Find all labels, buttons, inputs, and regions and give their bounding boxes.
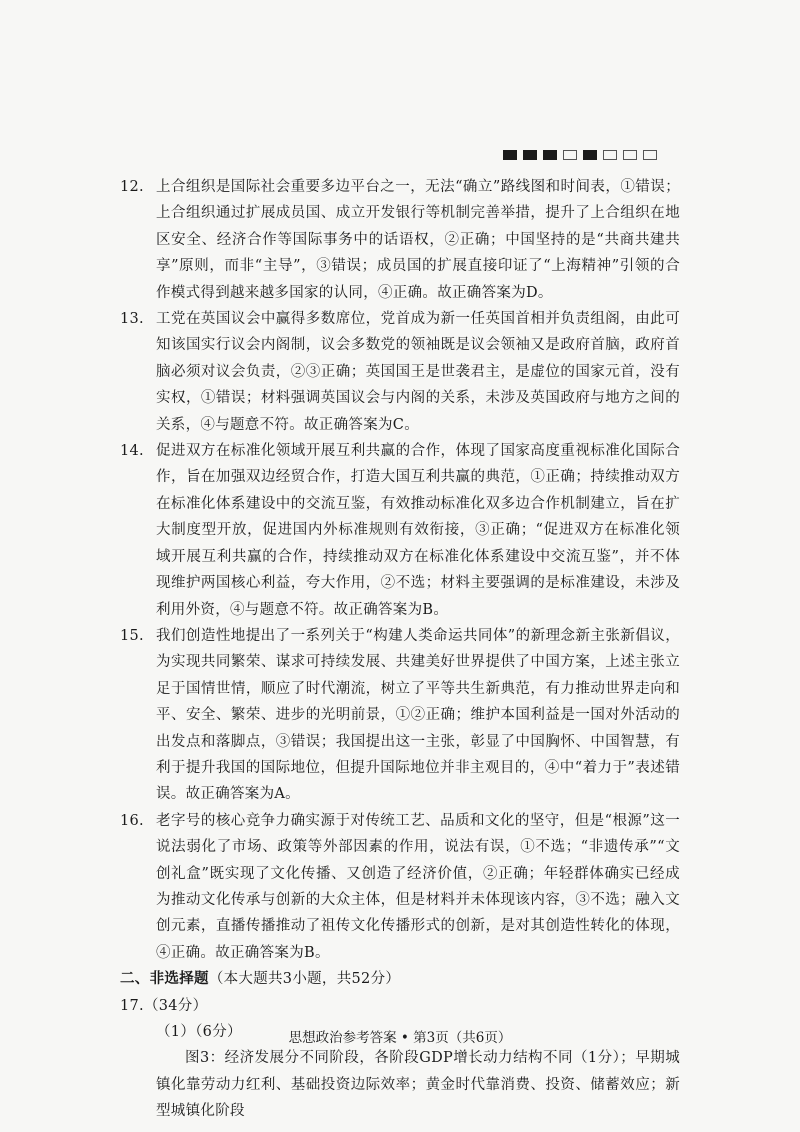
item-number: 16. [120, 812, 144, 829]
answer-content [120, 174, 680, 1125]
item-number: 13. [120, 311, 144, 328]
section-note: （本大题共3小题，共52分） [208, 971, 401, 988]
question-17-answer-text: 图3：经济发展分不同阶段，各阶段GDP增长动力结构不同（1分）；早期城镇化靠劳动力红利、基础投资边际效率；黄金时代靠消费、投资、储蓄效应；新型城镇化阶段 [156, 1050, 680, 1120]
answer-item-12 [120, 174, 680, 306]
item-text: 老字号的核心竞争力确实源于对传统工艺、品质和文化的坚守，但是“根源”这一说法弱化了市场、政策等外部因素的作用，说法有误，①不选；“非遗传承”“文创礼盒”既实现了文化传播、又创造了经济价值，②正确；年轻群体确实已经成为推动文化传承与创新的大众主体，但是材料并未体现该内容，③不选；融入文创元素，直播传播推动了祖传文化传播形式的创新，是对其创造性转化的体现，④正确。故正确答案为B。 [156, 812, 680, 961]
page-mark [603, 150, 617, 160]
section-title: 二、非选择题 [120, 970, 209, 988]
item-number: 15. [120, 627, 144, 644]
page-mark [543, 150, 557, 160]
item-text: 工党在英国议会中赢得多数席位，党首成为新一任英国首相并负责组阁，由此可知该国实行议会内阁制，议会多数党的领袖既是议会领袖又是政府首脑，政府首脑必须对议会负责，②③正确；英国国王是世袭君主，是虚位的国家元首，没有实权，①错误；材料强调英国议会与内阁的关系，未涉及英国政府与地方之间的关系，④与题意不符。故正确答案为C。 [156, 311, 680, 433]
answer-item-13 [120, 306, 680, 438]
item-text: 促进双方在标准化领域开展互利共赢的合作，体现了国家高度重视标准化国际合作，旨在加强双边经贸合作，打造大国互利共赢的典范，①正确；持续推动双方在标准化体系建设中的交流互鉴，有效推动标准化双多边合作机制建立，旨在扩大制度型开放，促进国内外标准规则有效衔接，③正确；“促进双方在标准化领域开展互利共赢的合作，持续推动双方在标准化体系建设中交流互鉴”，并不体现维护两国核心利益，夸大作用，②不选；材料主要强调的是标准建设，未涉及利用外资，④与题意不符。故正确答案为B。 [156, 443, 680, 618]
page-mark [583, 150, 597, 160]
page-mark [563, 150, 577, 160]
page-mark [523, 150, 537, 160]
item-text: 我们创造性地提出了一系列关于“构建人类命运共同体”的新理念新主张新倡议，为实现共同繁荣、谋求可持续发展、共建美好世界提供了中国方案，上述主张立足于国情世情，顺应了时代潮流，树立了平等共生新典范，有力推动世界走向和平、安全、繁荣、进步的光明前景，①②正确；维护本国利益是一国对外活动的出发点和落脚点，③错误；我国提出这一主张，彰显了中国胸怀、中国智慧，有利于提升我国的国际地位，但提升国际地位并非主观目的，④中“着力于”表述错误。故正确答案为A。 [156, 627, 680, 803]
question-17-label: 17.（34分） [120, 997, 208, 1014]
page-footer: 思想政治参考答案 • 第3页（共6页） [288, 1030, 512, 1046]
answer-item-15 [120, 623, 680, 808]
page-mark [503, 150, 517, 160]
page-indicator [503, 150, 657, 160]
answer-item-16 [120, 808, 680, 966]
section-heading [120, 966, 680, 992]
item-number: 12. [120, 179, 144, 195]
page-mark [643, 150, 657, 160]
question-17-part-1: （1）（6分） [156, 1024, 242, 1040]
item-number: 14. [120, 443, 144, 460]
item-text: 上合组织是国际社会重要多边平台之一，无法“确立”路线图和时间表，①错误；上合组织通过扩展成员国、成立开发银行等机制完善举措，提升了上合组织在地区安全、经济合作等国际事务中的话语权，②正确；中国坚持的是“共商共建共享”原则，而非“主导”，③错误；成员国的扩展直接印证了“上海精神”引领的合作模式得到越来越多国家的认同，④正确。故正确答案为D。 [156, 179, 680, 301]
page-mark [623, 150, 637, 160]
answer-item-14 [120, 438, 680, 623]
